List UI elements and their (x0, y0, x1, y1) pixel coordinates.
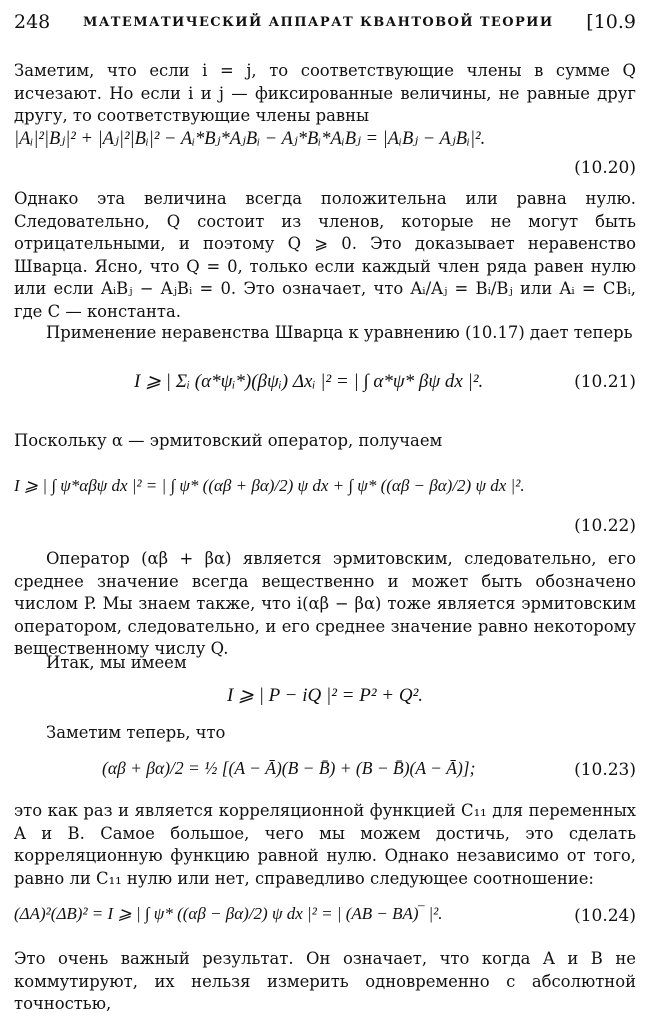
page-header (14, 8, 636, 36)
paragraph-4: Поскольку α — эрмитовский оператор, получаем (14, 431, 443, 450)
running-title: МАТЕМАТИЧЕСКИЙ АППАРАТ КВАНТОВОЙ ТЕОРИИ (83, 14, 554, 30)
equation-number-10-24: (10.24) (574, 906, 636, 926)
equation-number-10-20: (10.20) (574, 158, 636, 178)
page-number: 248 (14, 11, 51, 33)
equation-10-23: (αβ + βα)/2 = ½ [(A − Ā)(B − B̄) + (B − B̄)(A − Ā)]; (102, 758, 476, 778)
paragraph-8: это как раз и является корреляционной функцией C₁₁ для переменных A и B. Самое большое, чего мы можем достичь, это сделать корреляционную функцию равной нулю. Однако независимо от того, равно ли C₁₁ нулю или нет, справедливо следующее соотношение: (14, 801, 636, 888)
equation-10-20: |Aᵢ|²|Bⱼ|² + |Aⱼ|²|Bᵢ|² − Aᵢ*Bⱼ*AⱼBᵢ − Aⱼ*Bᵢ*AᵢBⱼ = |AᵢBⱼ − AⱼBᵢ|². (14, 129, 486, 149)
equation-number-10-23: (10.23) (574, 760, 636, 780)
equation-number-10-22: (10.22) (574, 516, 636, 536)
equation-10-21: I ⩾ | Σᵢ (α*ψᵢ*)(βψᵢ) Δxᵢ |² = | ∫ α*ψ* βψ dx |². (134, 371, 484, 392)
paragraph-3: Применение неравенства Шварца к уравнению (10.17) дает теперь (46, 323, 633, 342)
paragraph-1: Заметим, что если i = j, то соответствующие члены в сумме Q исчезают. Но если i и j — фиксированные величины, не равные друг другу, то соответствующие члены равны (14, 61, 636, 126)
paragraph-7: Заметим теперь, что (46, 723, 226, 742)
section-number: [10.9 (586, 11, 636, 33)
paragraph-2: Однако эта величина всегда положительна или равна нулю. Следовательно, Q состоит из членов, которые не могут быть отрицательными, и поэтому Q ⩾ 0. Это доказывает неравенство Шварца. Ясно, что Q = 0, только если каждый член ряда равен нулю или если AᵢBⱼ − AⱼBᵢ = 0. Это означает, что Aᵢ/Aⱼ = Bᵢ/Bⱼ или Aᵢ = CBᵢ, где C — константа. (14, 189, 636, 321)
equation-number-10-21: (10.21) (574, 372, 636, 392)
equation-pq: I ⩾ | P − iQ |² = P² + Q². (226, 685, 424, 706)
paragraph-9: Это очень важный результат. Он означает, что когда A и B не коммутируют, их нельзя измерить одновременно с абсолютной точностью, (14, 949, 636, 1014)
equation-10-24: (ΔA)²(ΔB)² = I ⩾ | ∫ ψ* ((αβ − βα)/2) ψ dx |² = | (AB − BA)‾ |². (14, 904, 443, 923)
paragraph-6: Итак, мы имеем (46, 653, 187, 672)
equation-10-22: I ⩾ | ∫ ψ*αβψ dx |² = | ∫ ψ* ((αβ + βα)/2) ψ dx + ∫ ψ* ((αβ − βα)/2) ψ dx |². (14, 476, 525, 495)
paragraph-5: Оператор (αβ + βα) является эрмитовским, следовательно, его среднее значение всегда вещественно и может быть обозначено числом P. Мы знаем также, что i(αβ − βα) тоже является эрмитовским оператором, следовательно, и его среднее значение равно некоторому вещественному числу Q. (14, 549, 636, 659)
